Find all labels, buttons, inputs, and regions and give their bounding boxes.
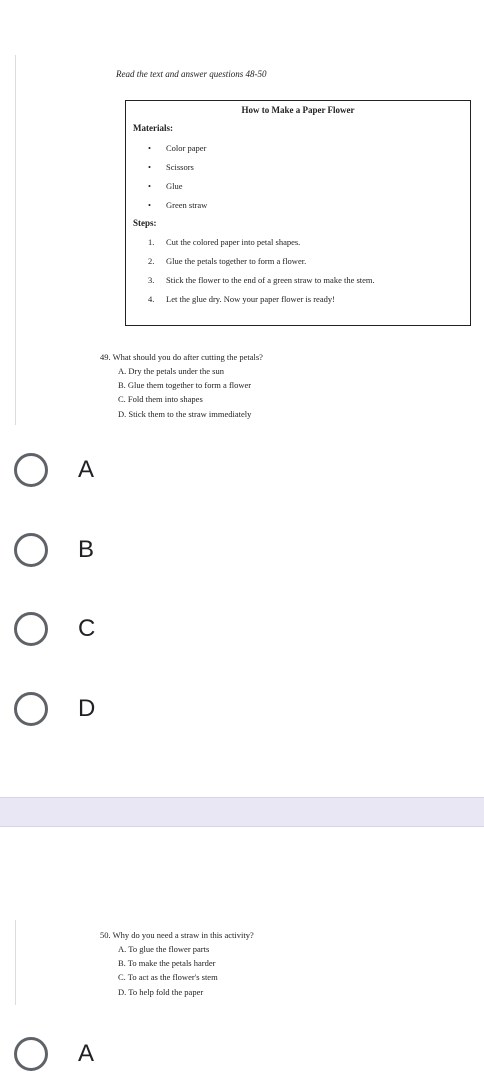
question-49-option: B. Glue them together to form a flower — [118, 380, 252, 390]
materials-heading: Materials: — [133, 123, 173, 133]
question-49-option: A. Dry the petals under the sun — [118, 366, 224, 376]
radio-label: A — [78, 1040, 95, 1067]
question-50-text: 50. Why do you need a straw in this activity? — [100, 930, 254, 940]
passage-box: How to Make a Paper Flower Materials: • Color paper • Scissors • Glue • Green straw Steps: 1. Cut the colored paper into petal shapes. 2. Glue the petals together to form a flower. 3. Stick the flower to the end of a green straw to make the stem. 4. Let the glue dry. Now your paper flower is ready! — [125, 100, 471, 326]
radio-label: D — [78, 695, 96, 722]
radio-label: C — [78, 615, 96, 642]
question-49-option: D. Stick them to the straw immediately — [118, 409, 252, 419]
radio-circle-icon[interactable] — [14, 692, 48, 726]
question-divider — [0, 797, 484, 827]
radio-option-c[interactable] — [14, 609, 95, 649]
radio-option-d[interactable] — [14, 689, 95, 729]
radio-label: A — [78, 456, 95, 483]
radio-option-b[interactable] — [14, 530, 94, 570]
question-49-text: 49. What should you do after cutting the petals? — [100, 352, 263, 362]
question-50-option: A. To glue the flower parts — [118, 944, 210, 954]
bullet-icon: • — [148, 143, 151, 153]
radio-option-a[interactable] — [14, 1034, 94, 1074]
instruction-text: Read the text and answer questions 48-50 — [116, 69, 267, 79]
radio-circle-icon[interactable] — [14, 612, 48, 646]
steps-heading: Steps: — [133, 218, 157, 228]
bullet-icon: • — [148, 181, 151, 191]
bullet-icon: • — [148, 162, 151, 172]
radio-circle-icon[interactable] — [14, 453, 48, 487]
question-50-option: C. To act as the flower's stem — [118, 972, 218, 982]
question-50-option: B. To make the petals harder — [118, 958, 216, 968]
radio-circle-icon[interactable] — [14, 1037, 48, 1071]
question-49-option: C. Fold them into shapes — [118, 394, 203, 404]
radio-circle-icon[interactable] — [14, 533, 48, 567]
bullet-icon: • — [148, 200, 151, 210]
question-50-option: D. To help fold the paper — [118, 987, 204, 997]
radio-label: B — [78, 536, 95, 563]
passage-title: How to Make a Paper Flower — [241, 105, 355, 115]
radio-option-a[interactable] — [14, 450, 94, 490]
